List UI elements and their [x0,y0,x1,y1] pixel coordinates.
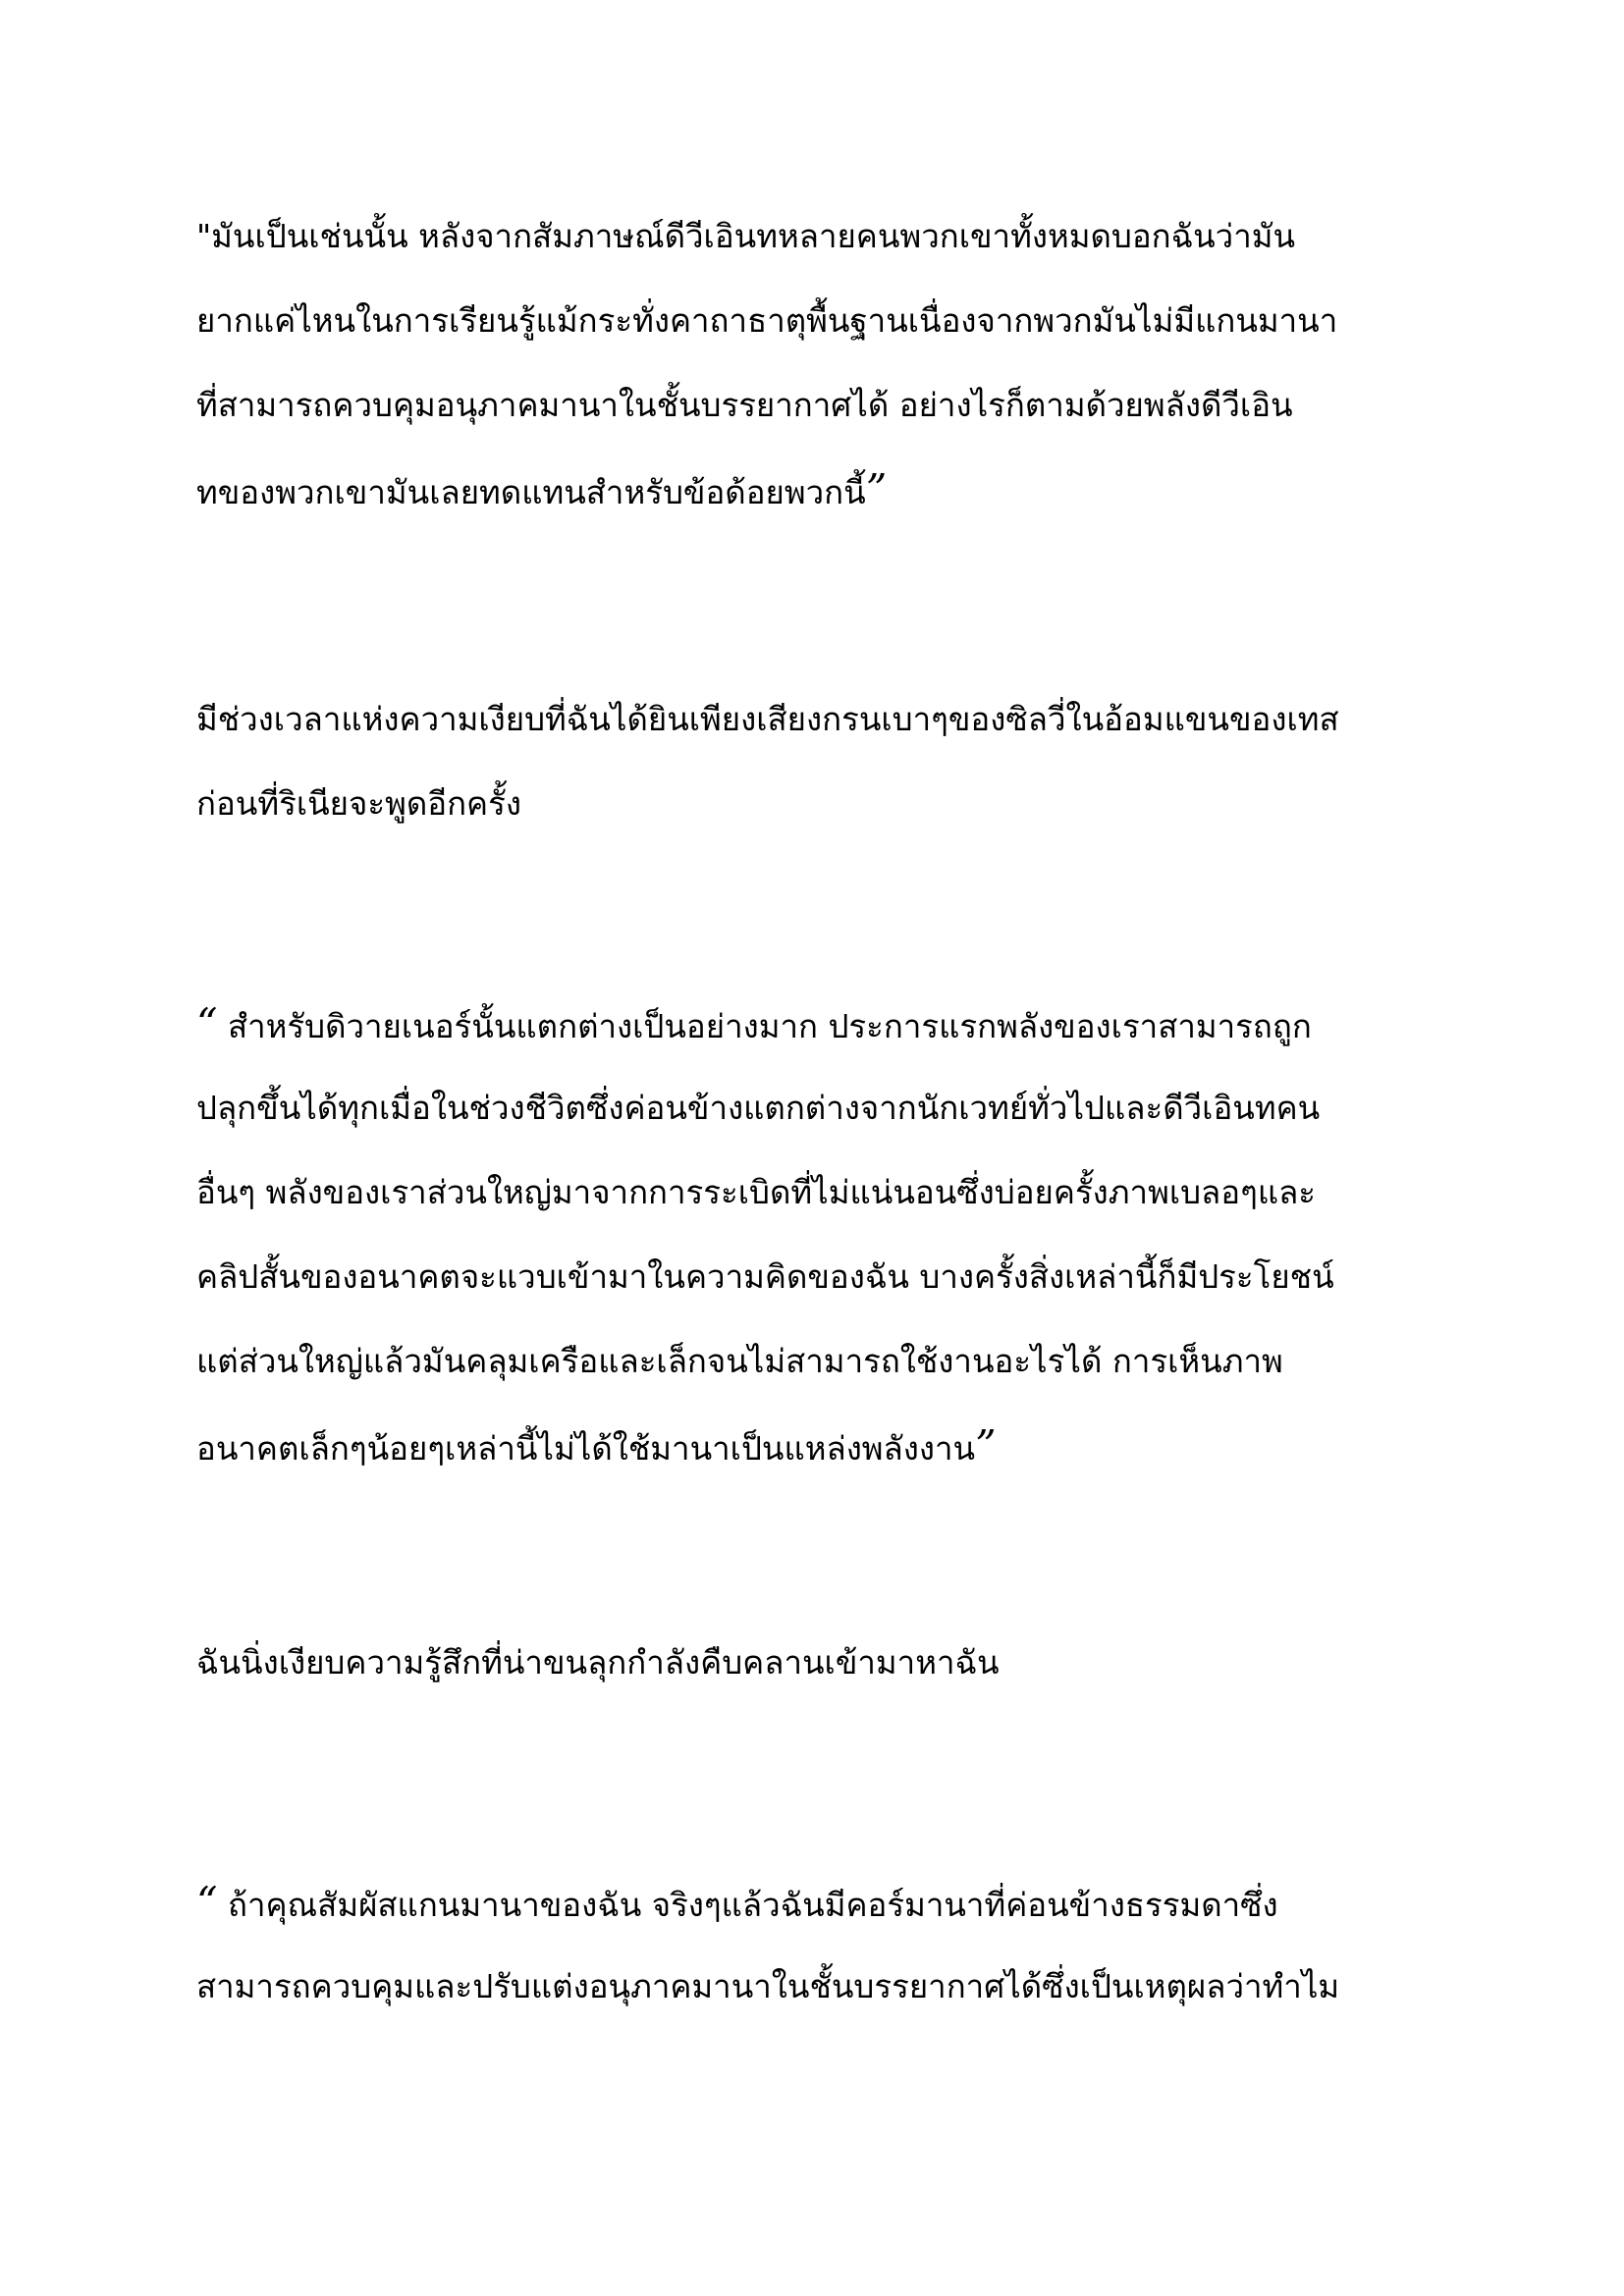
text-line: คลิปสั้นของอนาคตจะแวบเข้ามาในความคิดของฉัน บางครั้งสิ่งเหล่านี้ก็มีประโยชน์ [196,1257,1334,1296]
text-line-content: ทของพวกเขามันเลยทดแทนสำหรับข้อด้อยพวกนี้ [196,473,866,511]
text-line-content: ถ้าคุณสัมผัสแกนมานาของฉัน จริงๆแล้วฉันมีคอร์มานาที่ค่อนข้างธรรมดาซึ่ง [217,1886,1278,1924]
closing-quote-mark: ” [975,1421,997,1469]
text-line: ฉันนิ่งเงียบความรู้สึกที่น่าขนลุกกำลังคืบคลานเข้ามาหาฉัน [196,1643,1000,1682]
text-line: "มันเป็นเช่นนั้น หลังจากสัมภาษณ์ดีวีเอินทหลายคนพวกเขาทั้งหมดบอกฉันว่ามัน [196,217,1296,255]
text-line: ยากแค่ไหนในการเรียนรู้แม้กระทั่งคาถาธาตุพื้นฐานเนื่องจากพวกมันไม่มีแกนมานา [196,301,1338,340]
paragraph-mana-core-quote [196,1860,1434,2029]
text-line: แต่ส่วนใหญ่แล้วมันคลุมเครือและเล็กจนไม่สามารถใช้งานอะไรได้ การเห็นภาพ [196,1342,1283,1380]
text-line: มีช่วงเวลาแห่งความเงียบที่ฉันได้ยินเพียงเสียงกรนเบาๆของซิลวี่ในอ้อมแขนของเทส [196,700,1339,738]
text-line: ปลุกขึ้นได้ทุกเมื่อในช่วงชีวิตซึ่งค่อนข้างแตกต่างจากนักเวทย์ทั่วไปและดีวีเอินทคน [196,1089,1321,1127]
text-line: ที่สามารถควบคุมอนุภาคมานาในชั้นบรรยากาศได้ อย่างไรก็ตามด้วยพลังดีวีเอิน [196,386,1293,424]
opening-quote-mark: “ [196,1878,218,1926]
text-line: ก่อนที่ริเนียจะพูดอีกครั้ง [196,784,521,823]
text-line-content: สำหรับดิวายเนอร์นั้นแตกต่างเป็นอย่างมาก ประการแรกพลังของเราสามารถถูก [217,1007,1312,1045]
paragraph-silence [196,677,1434,846]
text-line [196,982,1434,1066]
paragraph-interview-quote [196,194,1434,532]
text-line: สามารถควบคุมและปรับแต่งอนุภาคมานาในชั้นบรรยากาศได้ซึ่งเป็นเหตุผลว่าทำไม [196,1967,1340,2005]
text-line-content: อนาคตเล็กๆน้อยๆเหล่านี้ไม่ได้ใช้มานาเป็นแหล่งพลังงาน [196,1429,976,1468]
paragraph-diviner-quote [196,982,1434,1488]
opening-quote-mark: “ [196,999,218,1047]
text-line [196,1404,1434,1488]
paragraph-creeping-feeling [196,1621,1434,1705]
text-line [196,1860,1434,1945]
closing-quote-mark: ” [865,465,888,513]
text-line: อื่นๆ พลังของเราส่วนใหญ่มาจากการระเบิดที่ไม่แน่นอนซึ่งบ่อยครั้งภาพเบลอๆและ [196,1173,1317,1211]
text-line [196,448,1434,532]
